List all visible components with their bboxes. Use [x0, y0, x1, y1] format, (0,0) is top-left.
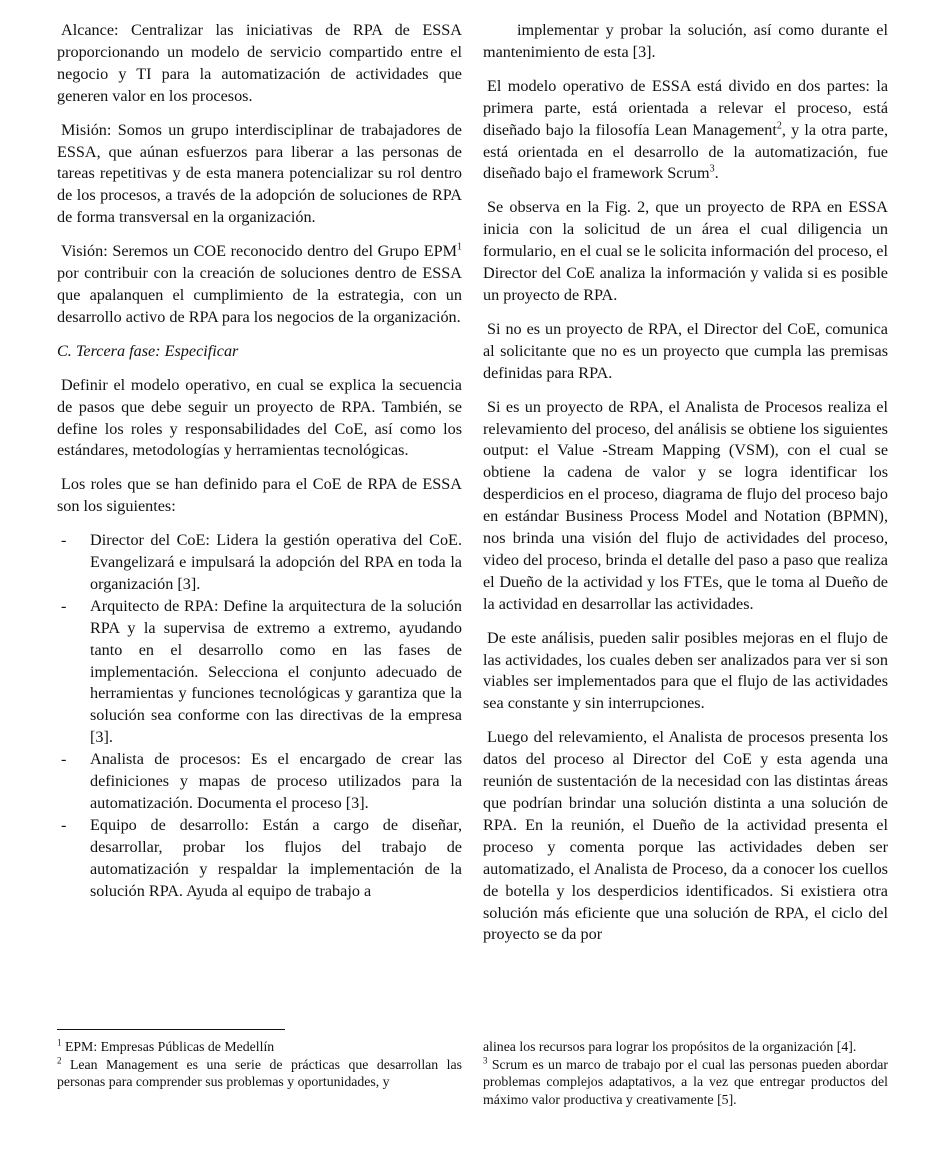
footnote-3: [483, 1056, 888, 1109]
footnote-1-number: 1: [57, 1037, 62, 1048]
section-heading: C. Tercera fase: Especificar: [57, 341, 239, 360]
footnote-2-text: Lean Management es una serie de prácticas que desarrollan las personas para comprender sus problemas y oportunidades, y: [57, 1056, 462, 1089]
vision-text-b: por contribuir con la creación de soluciones dentro de ESSA que apalanquen el cumplimiento de la estrategia, con un desarrollo activo de RPA para los negocios de la organización.: [57, 264, 462, 326]
footnote-1: [57, 1038, 462, 1056]
dash-bullet: -: [61, 815, 67, 834]
no-rpa-paragraph: Si no es un proyecto de RPA, el Director del CoE, comunica al solicitante que no es un proyecto que cumpla las premisas definidas para RPA.: [483, 319, 888, 382]
right-column: [483, 20, 888, 958]
vision-text-a: Visión: Seremos un COE reconocido dentro del Grupo EPM: [61, 242, 457, 261]
modelo-text-a: El modelo operativo de ESSA está divido en dos partes: la primera parte, está orientada a relevar el proceso, está diseñado bajo la filosofía Lean Management: [483, 76, 888, 139]
list-item: [57, 749, 462, 815]
list-item: [57, 815, 462, 903]
role-text: Arquitecto de RPA: Define la arquitectura de la solución RPA y la supervisa de extremo a extremo, ayudando tanto en el desarrollo como en las fases de implementación. Selecciona el conjunto adecuado de herramientas y funciones tecnológicas y garantiza que la solución sea conforme con las directivas de la empresa [3].: [90, 596, 462, 747]
footnotes-right: [483, 1038, 888, 1108]
role-text: Equipo de desarrollo: Están a cargo de diseñar, desarrollar, probar los flujos del trabajo de automatización y respaldar la implementación de la solución RPA. Ayuda al equipo de trabajo a: [90, 815, 462, 900]
dash-bullet: -: [61, 531, 67, 550]
role-text: Analista de procesos: Es el encargado de crear las definiciones y mapas de proceso utilizados para la automatización. Documenta el proceso [3].: [90, 750, 462, 812]
list-item: [57, 596, 462, 749]
roles-list: [57, 530, 462, 902]
alcance-paragraph: Alcance: Centralizar las iniciativas de RPA de ESSA proporcionando un modelo de servicio compartido entre el negocio y TI para la automatización de actividades que generen valor en los procesos.: [57, 21, 462, 105]
footnote-3-text: Scrum es un marco de trabajo por el cual las personas pueden abordar problemas complejos adaptativos, a la vez que entregar productos del máximo valor productiva y creativamente [5].: [483, 1056, 888, 1107]
definir-paragraph: Definir el modelo operativo, en cual se explica la secuencia de pasos que debe seguir un proyecto de RPA. También, se define los roles y responsabilidades del CoE, así como los estándares, metodologías y herramientas tecnológicas.: [57, 375, 462, 460]
modelo-text-b: , y la otra parte, está orientada en el desarrollo de la automatización, fue diseñado bajo el framework Scrum: [483, 120, 888, 183]
footnote-ref-3[interactable]: 3: [709, 164, 715, 176]
footnote-separator: [57, 1029, 285, 1030]
si-rpa-paragraph: Si es un proyecto de RPA, el Analista de Procesos realiza el relevamiento del proceso, del análisis se obtiene los siguientes output: el Value -Stream Mapping (VSM), con el cual se obtiene la cadena de valor y se logra identificar los desperdicios en el proceso, diagrama de flujo del proceso bajo en estándar Business Process Model and Notation (BPMN), nos brinda una visión del flujo de actividades del proceso, video del proceso, brinda el detalle del paso a paso que realiza el Dueño de la actividad y los FTEs, que le toma al Dueño de la actividad en desarrollar las actividades.: [483, 397, 888, 613]
footnote-ref-1[interactable]: 1: [457, 241, 462, 253]
mision-paragraph: Misión: Somos un grupo interdisciplinar de trabajadores de ESSA, que aúnan esfuerzos para liberar a las personas de tareas repetitivas y de esta manera potencializar su rol dentro de los procesos, a través de la adopción de soluciones de RPA de forma transversal en la organización.: [57, 120, 462, 227]
fig2-paragraph: Se observa en la Fig. 2, que un proyecto de RPA en ESSA inicia con la solicitud de un área el cual diligencia un formulario, en el cual se le solicita información del proceso, el Director del CoE analiza la información y valida si es posible un proyecto de RPA.: [483, 198, 888, 304]
roles-intro-paragraph: Los roles que se han definido para el CoE de RPA de ESSA son los siguientes:: [57, 475, 462, 516]
footnote-ref-2[interactable]: 2: [776, 120, 782, 132]
analisis-paragraph: De este análisis, pueden salir posibles mejoras en el flujo de las actividades, los cuales deben ser analizados para ver si son viables ser implementados para que el flujo de las actividades sea constante y sin interrupciones.: [483, 628, 888, 713]
footnote-2-number: 2: [57, 1054, 62, 1065]
modelo-text-c: .: [714, 164, 719, 183]
list-item: [57, 530, 462, 596]
role-text: Director del CoE: Lidera la gestión operativa del CoE. Evangelizará e impulsará la adopción del RPA en toda la organización [3].: [90, 531, 462, 593]
footnote-3-number: 3: [483, 1054, 488, 1065]
footnote-2-continuation: alinea los recursos para lograr los propósitos de la organización [4].: [483, 1039, 857, 1054]
left-column: [57, 20, 462, 915]
footnote-1-text: EPM: Empresas Públicas de Medellín: [61, 1039, 275, 1054]
luego-paragraph: Luego del relevamiento, el Analista de procesos presenta los datos del proceso al Director del CoE y esta agenda una reunión de sustentación de la necesidad con las distintas áreas que podrían brindar una solución distinta a una solución de RPA. En la reunión, el Dueño de la actividad presenta el proceso y comenta porque las actividades deben ser automatizado, el Analista de Proceso, da a conocer los cuellos de botella y los desperdicios identificados. Si existiera otra solución más eficiente que una solución de RPA, el ciclo del proyecto se da por: [483, 728, 888, 944]
vision-paragraph: [57, 241, 462, 329]
footnotes-left: [57, 1038, 462, 1091]
footnote-2: [57, 1056, 462, 1091]
modelo-paragraph: [483, 76, 888, 186]
dash-bullet: -: [61, 750, 67, 769]
dash-bullet: -: [61, 596, 67, 615]
continuation-paragraph: implementar y probar la solución, así como durante el mantenimiento de esta [3].: [483, 21, 888, 61]
